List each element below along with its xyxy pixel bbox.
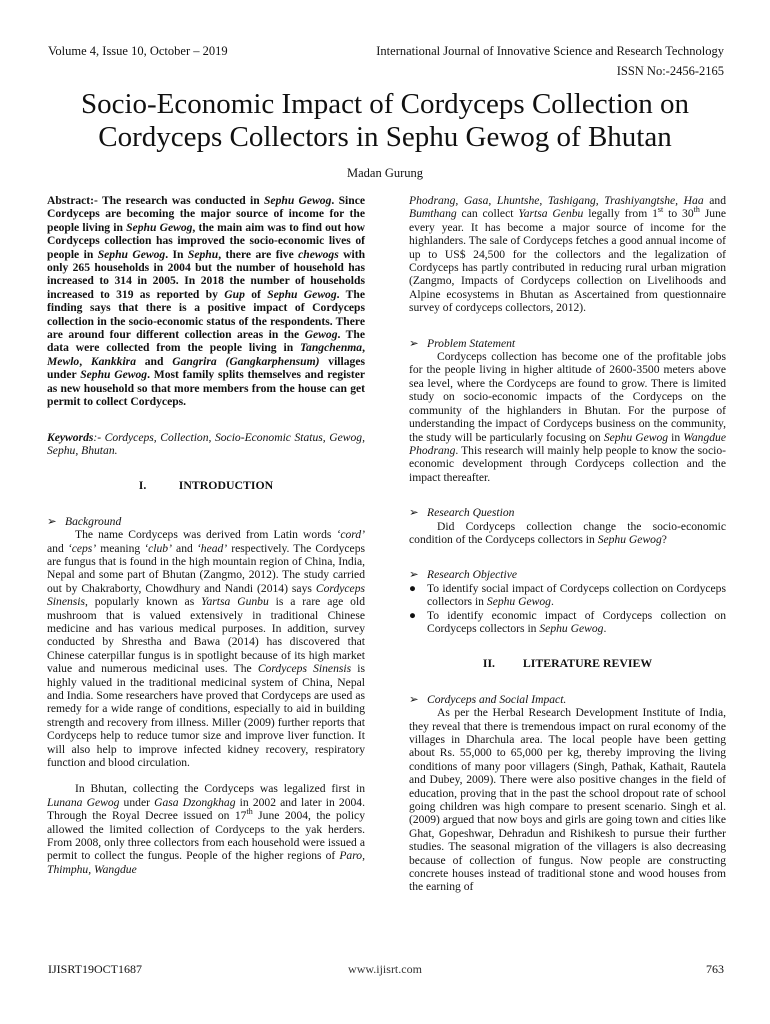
paragraph — [409, 350, 726, 484]
text: under — [119, 795, 155, 809]
text: Cordyceps Sinensis — [47, 581, 365, 609]
section-heading-introduction — [47, 479, 365, 492]
text: . Since Cordyceps are becoming the major source of income for the people living in — [47, 194, 365, 234]
text: Did Cordyceps collection change the socio-economic condition of the Cordyceps collectors in — [409, 519, 726, 546]
section-title: LITERATURE REVIEW — [522, 656, 653, 671]
title-line: Cordyceps Collectors in Sephu Gewog of Bhutan — [98, 121, 672, 153]
text: Sephu Gewog — [263, 194, 332, 207]
keywords — [47, 431, 365, 458]
text: and — [47, 541, 68, 555]
text: Kankkira — [90, 354, 136, 368]
bullet-icon: ● — [409, 581, 417, 595]
subheading-research-question — [409, 506, 726, 519]
abstract — [47, 194, 365, 409]
text: ? — [661, 532, 667, 546]
paper-title — [20, 88, 750, 154]
right-column — [409, 194, 726, 894]
text: , — [79, 354, 91, 368]
text: To identify social impact of Cordyceps collection on Cordyceps collectors in — [427, 581, 726, 609]
list-item — [409, 609, 726, 636]
subheading-text: Research Objective — [427, 568, 518, 582]
text: The name Cordyceps was derived from Latin words — [75, 528, 337, 542]
subheading-social-impact — [409, 693, 726, 706]
text: Cordyceps collection has become one of the profitable jobs for the people living in higher altitude of 2600-3500 meters above sea level, where the Cordyceps are found to grow. There is limited study on socio-economic impacts of the Cordyceps on the community of the highlanders in Bhutan. For the purpose of understanding the impact of Cordyceps business on the community, the study will be particularly focusing on — [409, 350, 726, 444]
journal-name: International Journal of Innovative Science and Research Technology — [376, 44, 724, 58]
left-column — [47, 194, 365, 876]
text: June 2004, the policy allowed the limited collection of Cordyceps to the yak herders. From 2008, only three collectors from each household were issued a permit to collect the fungus. People of the higher regions of — [47, 809, 365, 863]
arrow-bullet-icon: ➢ — [409, 336, 419, 350]
text: Gangrira (Gangkarphensum) — [172, 354, 320, 368]
text: Phodrang, Gasa, Lhuntshe, Tashigang, Trashiyangtshe, Haa — [409, 194, 704, 207]
text: and — [171, 541, 197, 555]
text: in 2002 and later in 2004. Through the Royal Decree issued on 17 — [47, 795, 365, 823]
paper-code: IJISRT19OCT1687 — [48, 962, 142, 976]
text: . The data were collected from the people living in — [47, 328, 365, 355]
list-item — [409, 582, 726, 609]
text: . The finding says that there is a positive impact of Cordyceps collection in the socio-economic status of the respondents. There are around four different collection areas in the — [47, 287, 365, 342]
arrow-bullet-icon: ➢ — [409, 506, 419, 520]
subheading-background — [47, 515, 365, 528]
text: Yartsa Gunbu — [201, 595, 269, 609]
text: Sephu — [187, 247, 219, 261]
subheading-text: Cordyceps and Social Impact. — [427, 692, 567, 706]
superscript: th — [693, 205, 700, 215]
text: ‘ceps’ — [67, 541, 97, 555]
paragraph — [47, 528, 365, 769]
text: villages under — [47, 354, 365, 382]
text: . — [550, 595, 554, 609]
text: is a rare age old mushroom that is valued extensively in traditional Chinese medicine and has various medical purposes. In addition, survey conducted by Shrestha and Bawa (2014) has discovered that Chinese caterpillar fungus is in spotlight because of its high market value and numerous medicinal uses. The — [47, 595, 365, 676]
superscript: th — [246, 807, 253, 817]
abstract-label: Abstract:- — [47, 194, 98, 207]
text: Gasa Dzongkhag — [154, 795, 236, 809]
text: The research was conducted in — [97, 194, 264, 207]
text: to 30 — [663, 207, 694, 221]
text: In Bhutan, collecting the Cordyceps was legalized first in — [75, 782, 365, 796]
text: meaning — [96, 541, 145, 555]
text: Cordyceps Sinensis — [257, 662, 352, 676]
text: , popularly known as — [85, 595, 202, 609]
text: Wangdue Phodrang — [409, 430, 726, 457]
text: Gewog — [304, 328, 338, 342]
text: . This research will mainly help people to know the socio-economic development through Cordyceps collection and the impact thereafter. — [409, 443, 726, 484]
bullet-icon: ● — [409, 608, 417, 622]
text: Sephu Gewog — [486, 595, 551, 609]
text: Gup — [224, 287, 245, 301]
subheading-text: Background — [65, 514, 122, 528]
author: Madan Gurung — [346, 166, 424, 180]
paragraph: As per the Herbal Research Development Institute of India, they reveal that there is tremendous impact on rural economy of the villages in Dharchula area. The local people have been getting about Rs. 55,000 to 65,000 per kg, thereby improving the living conditions of many poor villagers (Singh, Pathak, Kathait, Rautela and Dubey, 2009). There were also positive changes in the field of education, proving that in the past the school dropout rate of school going children was high compare to present scenario. Singh et al. (2009) argued that now boys and girls are going town and cities like Ghat, Gopeshwar, Dehradun and Rishikesh to pursue their further studies. The seasonal migration of the villagers is also decreasing because of collection of fungus. Now people are constructing concrete houses instead of traditional stone and wood houses from the earning of — [409, 706, 726, 894]
issn: ISSN No:-2456-2165 — [616, 64, 724, 78]
text: Sephu Gewog — [80, 368, 148, 382]
text: Lunana Gewog — [47, 795, 120, 809]
subheading-research-objective — [409, 568, 726, 581]
text: , the main aim was to find out how Cordyceps collection has improved the socio-economic lives of people in — [47, 220, 365, 261]
superscript: st — [657, 205, 664, 215]
text: Mewlo — [47, 354, 80, 368]
text: . In — [165, 247, 188, 261]
text: June every year. It has become a major source of income for the highlanders. The sale of Cordyceps fetches a good annual income of up to US$ 24,500 for the collectors and the legalization of Cordyceps has partly contributed in reducing rural urban migration (Zangmo, Impacts of Cordyceps collection on Livelihoods and Alpine ecosystems in Bhutan as Ascertained from questionnaire survey of cordyceps collectors, 2012). — [409, 207, 727, 315]
text: Paro, Thimphu, Wangdue — [47, 849, 365, 876]
text: . Most family splits themselves and register as new household so that more members from the house can get permit to collect Cordyceps. — [47, 368, 365, 409]
text: is highly valued in the traditional medicinal system of China, Nepal and India. Some researchers have proved that Cordyceps are used as remedy for a wide range of conditions, especially to aid in building strength and recovery from illness. Miller (2009) further reports that Cordyceps help to reduce tumor size and improve liver function. It will also help to improve infected kidney recovery, respiratory function and blood circulation. — [47, 662, 365, 770]
page-number: 763 — [706, 962, 724, 976]
text: To identify economic impact of Cordyceps collection on Cordyceps collectors in — [427, 608, 726, 635]
text: . — [603, 621, 607, 635]
arrow-bullet-icon: ➢ — [409, 692, 419, 706]
text: with only 265 households in 2004 but the number of household has increased to 314 in 2005. In 2018 the number of households increased to 319 as reported by — [47, 247, 366, 301]
text: Sephu Gewog — [603, 430, 669, 444]
text: Sephu Gewog — [597, 532, 662, 546]
paragraph — [409, 194, 726, 315]
subheading-text: Problem Statement — [427, 336, 516, 350]
paragraph — [47, 782, 365, 876]
text: ‘cord’ — [336, 528, 365, 542]
text: Sephu Gewog — [539, 621, 604, 635]
section-heading-literature-review — [409, 657, 726, 670]
text: Sephu Gewog — [267, 287, 337, 301]
text: Tangchenma — [300, 341, 363, 355]
text: , — [362, 341, 365, 355]
text: and — [703, 194, 727, 207]
text: Sephu Gewog — [126, 220, 193, 234]
text: can collect — [456, 207, 519, 221]
text: in — [668, 430, 684, 444]
section-title: INTRODUCTION — [178, 478, 274, 493]
website-link[interactable]: www.ijisrt.com — [348, 962, 422, 976]
arrow-bullet-icon: ➢ — [47, 514, 57, 528]
paragraph — [409, 520, 726, 547]
arrow-bullet-icon: ➢ — [409, 568, 419, 582]
text: Bumthang — [409, 207, 457, 221]
volume-info: Volume 4, Issue 10, October – 2019 — [48, 44, 228, 58]
keywords-label: Keywords — [47, 430, 94, 444]
section-number: I. — [138, 478, 147, 493]
title-line: Socio-Economic Impact of Cordyceps Collection on — [80, 88, 690, 120]
objective-list — [409, 582, 726, 636]
text: :- Cordyceps, Collection, Socio-Economic Status, Gewog, Sephu, Bhutan. — [47, 430, 365, 457]
text: chewogs — [298, 247, 339, 261]
subheading-text: Research Question — [427, 506, 515, 520]
section-number: II. — [482, 656, 496, 671]
subheading-problem-statement — [409, 337, 726, 350]
text: Yartsa Genbu — [518, 207, 584, 221]
text: and — [136, 354, 173, 368]
text: of — [244, 287, 268, 301]
text: , there are five — [218, 247, 299, 261]
text: respectively. The Cordyceps are fungus that is found in the high mountain region of China, India, Nepal and some part of Bhutan (Zangmo, 2012). The study carried out by Chakraborty, Chowdhury and Nandi (2014) says — [47, 541, 366, 595]
text: ‘club’ — [144, 541, 172, 555]
text: legally from 1 — [583, 207, 658, 221]
text: Sephu Gewog — [97, 247, 166, 261]
text: ‘head’ — [196, 541, 228, 555]
